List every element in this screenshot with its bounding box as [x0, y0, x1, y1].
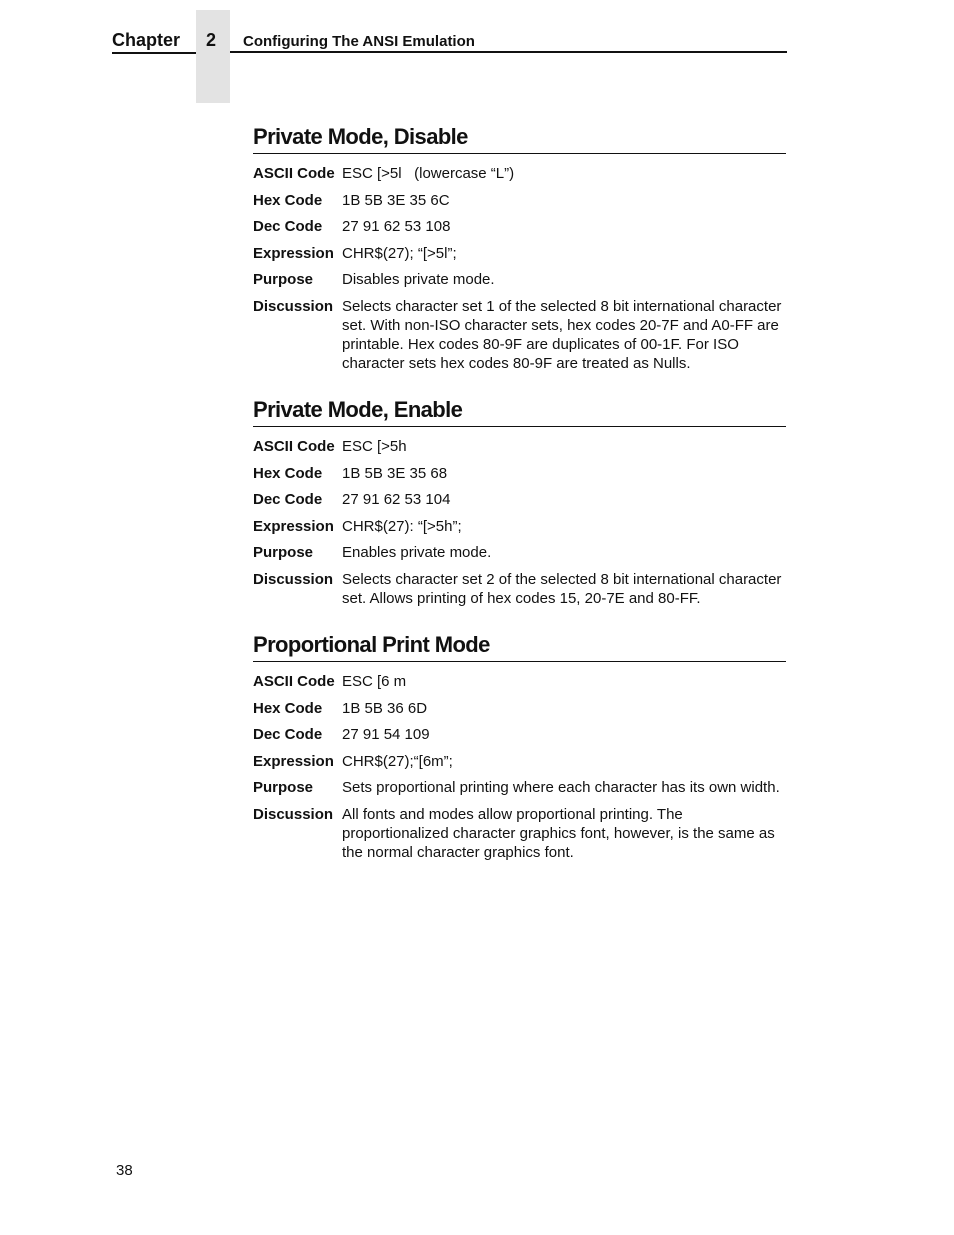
entry-label: Hex Code [253, 464, 323, 482]
entry-label: ASCII Code [253, 673, 335, 690]
entry-value: Enables private mode. [342, 544, 492, 561]
entry-value: CHR$(27): “[>5h”; [342, 517, 462, 535]
entry-row [253, 699, 786, 718]
entry-row [253, 490, 786, 509]
entry-row [253, 191, 786, 210]
entry-label: ASCII Code [253, 438, 335, 455]
section-title: Proportional Print Mode [253, 632, 786, 662]
entry-label: Purpose [253, 779, 314, 796]
entry-value: 1B 5B 36 6D [342, 699, 428, 717]
entry-row [253, 570, 786, 608]
entry-value: ESC [6 m [342, 673, 407, 690]
entry-row [253, 778, 786, 797]
section-private-mode-disable [253, 124, 786, 380]
section-title: Private Mode, Enable [253, 397, 786, 427]
entry-label: Dec Code [253, 726, 323, 743]
entry-row [253, 517, 786, 536]
entry-row [253, 244, 786, 263]
entry-value: CHR$(27);“[6m”; [342, 752, 453, 770]
entry-value: Sets proportional printing where each character has its own width. [342, 779, 780, 796]
entry-value: 27 91 54 109 [342, 726, 430, 743]
entry-label: Dec Code [253, 218, 323, 235]
entry-label: Hex Code [253, 191, 323, 209]
entry-value: CHR$(27); “[>5l”; [342, 244, 457, 262]
entry-value: 1B 5B 3E 35 68 [342, 464, 448, 482]
entry-label: Purpose [253, 271, 314, 288]
entry-value: Selects character set 1 of the selected 8 bit international character set. With non-ISO character sets, hex codes 20-7F and A0-FF are printable. Hex codes 80-9F are duplicates of 00-1F. For ISO character sets hex codes 80-9F are treated as Nulls. [342, 297, 782, 372]
entry-value: 1B 5B 3E 35 6C [342, 191, 450, 209]
entry-label: Expression [253, 244, 334, 262]
entry-value: All fonts and modes allow proportional printing. The proportionalized character graphics font, however, is the same as the normal character graphics font. [342, 805, 775, 861]
entry-value: 27 91 62 53 108 [342, 218, 451, 235]
section-private-mode-enable [253, 397, 786, 615]
entry-label: ASCII Code [253, 165, 335, 182]
entry-label: Purpose [253, 544, 314, 561]
entry-value: ESC [>5h [342, 438, 407, 455]
entry-value: 27 91 62 53 104 [342, 491, 451, 508]
entry-label: Discussion [253, 297, 334, 315]
chapter-number: 2 [206, 30, 217, 50]
entry-row [253, 217, 786, 236]
entry-row [253, 464, 786, 483]
entry-row [253, 725, 786, 744]
entry-row [253, 437, 786, 456]
entry-label: Discussion [253, 805, 334, 823]
entry-row [253, 164, 786, 183]
entry-label: Hex Code [253, 699, 323, 717]
chapter-tab [196, 10, 230, 103]
entry-label: Expression [253, 517, 334, 535]
chapter-title: Configuring The ANSI Emulation [230, 33, 787, 53]
page-number: 38 [116, 1162, 133, 1179]
entry-row [253, 752, 786, 771]
entry-row [253, 297, 786, 373]
section-proportional-print-mode [253, 632, 786, 869]
entry-value: Disables private mode. [342, 271, 495, 288]
entry-label: Discussion [253, 570, 334, 588]
entry-row [253, 672, 786, 691]
entry-value: Selects character set 2 of the selected 8 bit international character set. Allows printing of hex codes 15, 20-7E and 80-FF. [342, 570, 782, 607]
entry-row [253, 270, 786, 289]
entry-row [253, 805, 786, 862]
entry-label: Expression [253, 752, 334, 770]
chapter-label: Chapter [112, 30, 196, 54]
entry-row [253, 543, 786, 562]
section-title: Private Mode, Disable [253, 124, 786, 154]
entry-value: ESC [>5l (lowercase “L”) [342, 165, 515, 182]
entry-label: Dec Code [253, 491, 323, 508]
